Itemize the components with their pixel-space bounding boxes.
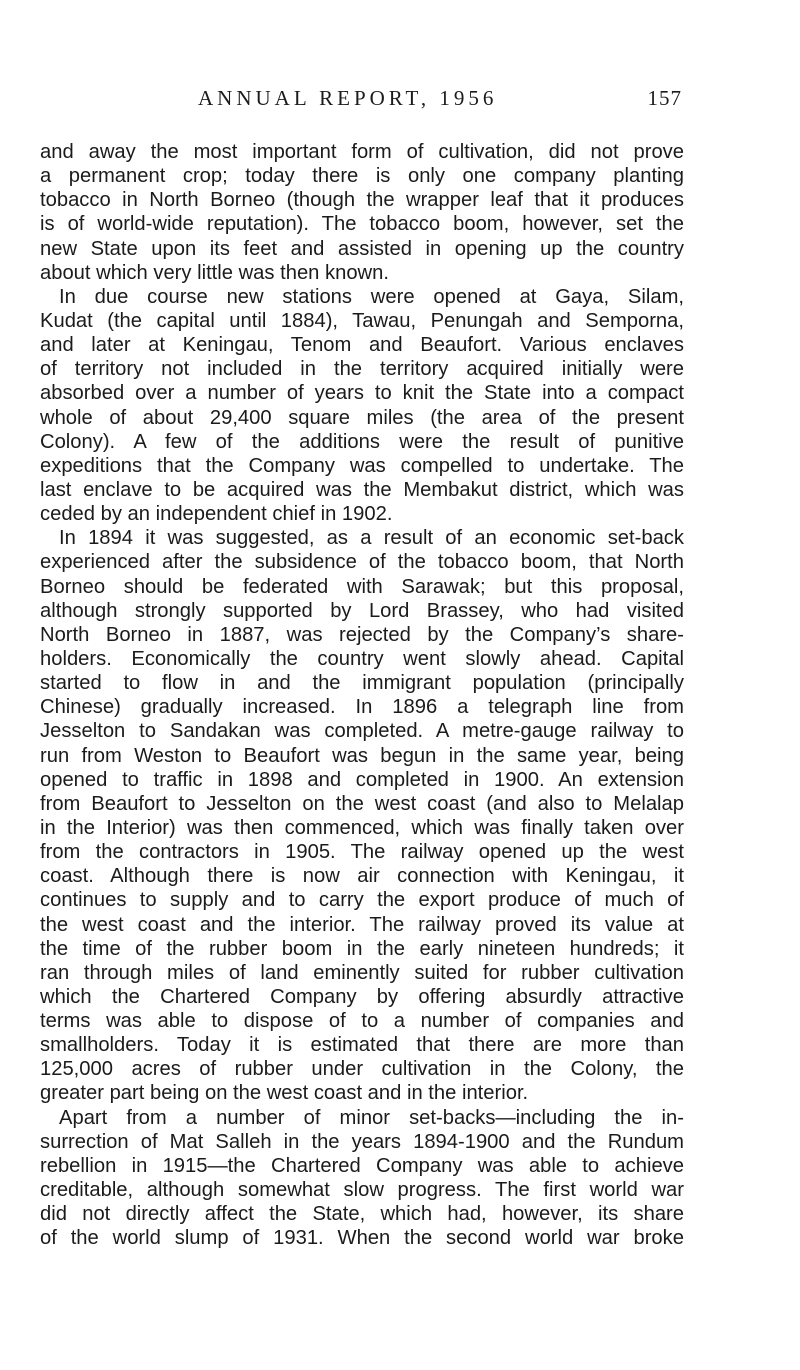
- text-line: of the world slump of 1931. When the second world war broke: [40, 1227, 684, 1250]
- text-line: experienced after the subsidence of the tobacco boom, that North: [40, 551, 684, 574]
- text-line: opened to traffic in 1898 and completed in 1900. An extension: [40, 768, 684, 791]
- text-line: In due course new stations were opened at Gaya, Silam,: [59, 285, 684, 308]
- text-line: new State upon its feet and assisted in opening up the country: [40, 237, 684, 260]
- text-line: Borneo should be federated with Sarawak; but this proposal,: [40, 575, 684, 598]
- text-line: greater part being on the west coast and in the interior.: [40, 1082, 529, 1105]
- paragraph: [40, 285, 684, 526]
- text-line: Jesselton to Sandakan was completed. A metre-gauge railway to: [40, 720, 684, 743]
- text-line: in the Interior) was then commenced, which was finally taken over: [40, 816, 684, 839]
- text-line: tobacco in North Borneo (though the wrapper leaf that it produces: [40, 189, 684, 212]
- text-line: North Borneo in 1887, was rejected by the Company’s share-: [40, 623, 684, 646]
- paragraph: [40, 1106, 684, 1251]
- text-line: ceded by an independent chief in 1902.: [40, 503, 393, 526]
- text-line: and away the most important form of cultivation, did not prove: [40, 141, 684, 163]
- text-line: from the contractors in 1905. The railway opened up the west: [40, 841, 684, 864]
- text-line: absorbed over a number of years to knit the State into a compact: [40, 382, 684, 405]
- text-line: started to flow in and the immigrant population (principally: [40, 672, 684, 695]
- text-line: about which very little was then known.: [40, 261, 389, 284]
- text-line: which the Chartered Company by offering absurdly attractive: [40, 985, 684, 1008]
- text-line: rebellion in 1915—the Chartered Company was able to achieve: [40, 1154, 684, 1177]
- text-line: the west coast and the interior. The railway proved its value at: [40, 913, 684, 936]
- text-line: from Beaufort to Jesselton on the west coast (and also to Melalap: [40, 792, 684, 815]
- text-line: In 1894 it was suggested, as a result of an economic set-back: [59, 527, 684, 550]
- text-line: ran through miles of land eminently suited for rubber cultivation: [40, 961, 684, 984]
- paragraph: [40, 526, 684, 1105]
- text-line: run from Weston to Beaufort was begun in the same year, being: [40, 744, 684, 767]
- text-line: whole of about 29,400 square miles (the area of the present: [40, 406, 684, 429]
- text-line: creditable, although somewhat slow progress. The first world war: [40, 1179, 684, 1202]
- text-line: 125,000 acres of rubber under cultivation in the Colony, the: [40, 1058, 684, 1081]
- text-line: the time of the rubber boom in the early nineteen hundreds; it: [40, 937, 684, 960]
- text-line: expeditions that the Company was compelled to undertake. The: [40, 454, 684, 477]
- text-line: coast. Although there is now air connection with Keningau, it: [40, 865, 684, 888]
- text-line: is of world-wide reputation). The tobacco boom, however, set the: [40, 213, 684, 236]
- text-line: holders. Economically the country went slowly ahead. Capital: [40, 647, 684, 670]
- text-line: Chinese) gradually increased. In 1896 a telegraph line from: [40, 696, 684, 719]
- text-line: Colony). A few of the additions were the result of punitive: [40, 430, 684, 453]
- text-line: smallholders. Today it is estimated that there are more than: [40, 1034, 684, 1057]
- text-line: terms was able to dispose of to a number of companies and: [40, 1010, 684, 1033]
- text-line: did not directly affect the State, which had, however, its share: [40, 1203, 684, 1226]
- page-number: 157: [647, 86, 682, 110]
- text-line: and later at Keningau, Tenom and Beaufort. Various enclaves: [40, 334, 684, 357]
- text-line: of territory not included in the territory acquired initially were: [40, 358, 684, 381]
- paragraph: [40, 140, 684, 285]
- text-line: Apart from a number of minor set-backs—including the in-: [59, 1106, 684, 1129]
- text-line: although strongly supported by Lord Brassey, who had visited: [40, 599, 684, 622]
- text-line: surrection of Mat Salleh in the years 1894-1900 and the Rundum: [40, 1130, 684, 1153]
- text-line: last enclave to be acquired was the Membakut district, which was: [40, 478, 684, 501]
- body-text: [40, 140, 684, 1250]
- text-line: Kudat (the capital until 1884), Tawau, Penungah and Semporna,: [40, 309, 684, 332]
- text-line: continues to supply and to carry the export produce of much of: [40, 889, 684, 912]
- report-title: ANNUAL REPORT, 1956: [198, 86, 498, 110]
- running-header: [138, 86, 682, 116]
- text-line: a permanent crop; today there is only one company planting: [40, 165, 684, 188]
